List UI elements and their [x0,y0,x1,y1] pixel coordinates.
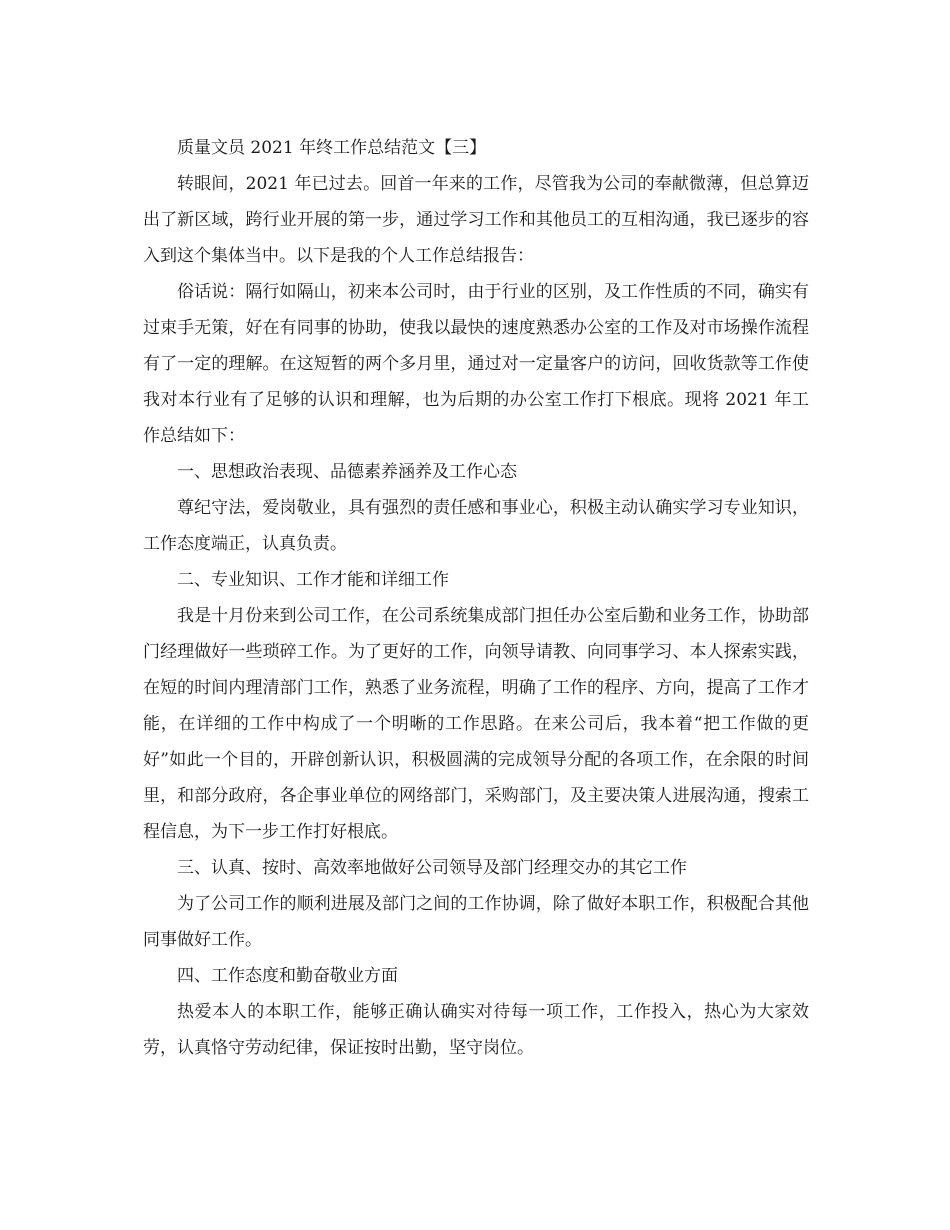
section-heading-1: 一、思想政治表现、品德素养涵养及工作心态 [177,462,517,482]
section-heading-2: 二、专业知识、工作才能和详细工作 [177,570,449,590]
section-body-3: 为了公司工作的顺利进展及部门之间的工作协调，除了做好本职工作，积极配合其他同事做好工作。 [143,894,809,950]
paragraph-overview: 俗话说：隔行如隔山，初来本公司时，由于行业的区别，及工作性质的不同，确实有过束手无策，好在有同事的协助，使我以最快的速度熟悉办公室的工作及对市场操作流程有了一定的理解。在这短暂的两个多月里，通过对一定量客户的访问，回收货款等工作使我对本行业有了足够的认识和理解，也为后期的办公室工作打下根底。现将 2021 年工作总结如下： [143,282,809,446]
document-title: 质量文员 2021 年终工作总结范文【三】 [177,138,487,158]
section-body-2: 我是十月份来到公司工作，在公司系统集成部门担任办公室后勤和业务工作，协助部门经理做好一些琐碎工作。为了更好的工作，向领导请教、向同事学习、本人探索实践，在短的时间内理清部门工作，熟悉了业务流程，明确了工作的程序、方向，提高了工作才能，在详细的工作中构成了一个明晰的工作思路。在来公司后，我本着“把工作做的更好”如此一个目的，开辟创新认识，积极圆满的完成领导分配的各项工作，在余限的时间里，和部分政府，各企事业单位的网络部门，采购部门，及主要决策人进展沟通，搜索工程信息，为下一步工作打好根底。 [143,606,809,842]
section-heading-4: 四、工作态度和勤奋敬业方面 [177,966,398,986]
section-body-4: 热爱本人的本职工作，能够正确认确实对待每一项工作，工作投入，热心为大家效劳，认真恪守劳动纪律，保证按时出勤，坚守岗位。 [143,1002,809,1058]
paragraph-intro: 转眼间，2021 年已过去。回首一年来的工作，尽管我为公司的奉献微薄，但总算迈出了新区域，跨行业开展的第一步，通过学习工作和其他员工的互相沟通，我已逐步的容入到这个集体当中。以下是我的个人工作总结报告： [143,174,809,266]
section-body-1: 尊纪守法，爱岗敬业，具有强烈的责任感和事业心，积极主动认确实学习专业知识，工作态度端正，认真负责。 [143,498,809,554]
section-heading-3: 三、认真、按时、高效率地做好公司领导及部门经理交办的其它工作 [177,858,687,878]
document-body [143,130,809,1066]
